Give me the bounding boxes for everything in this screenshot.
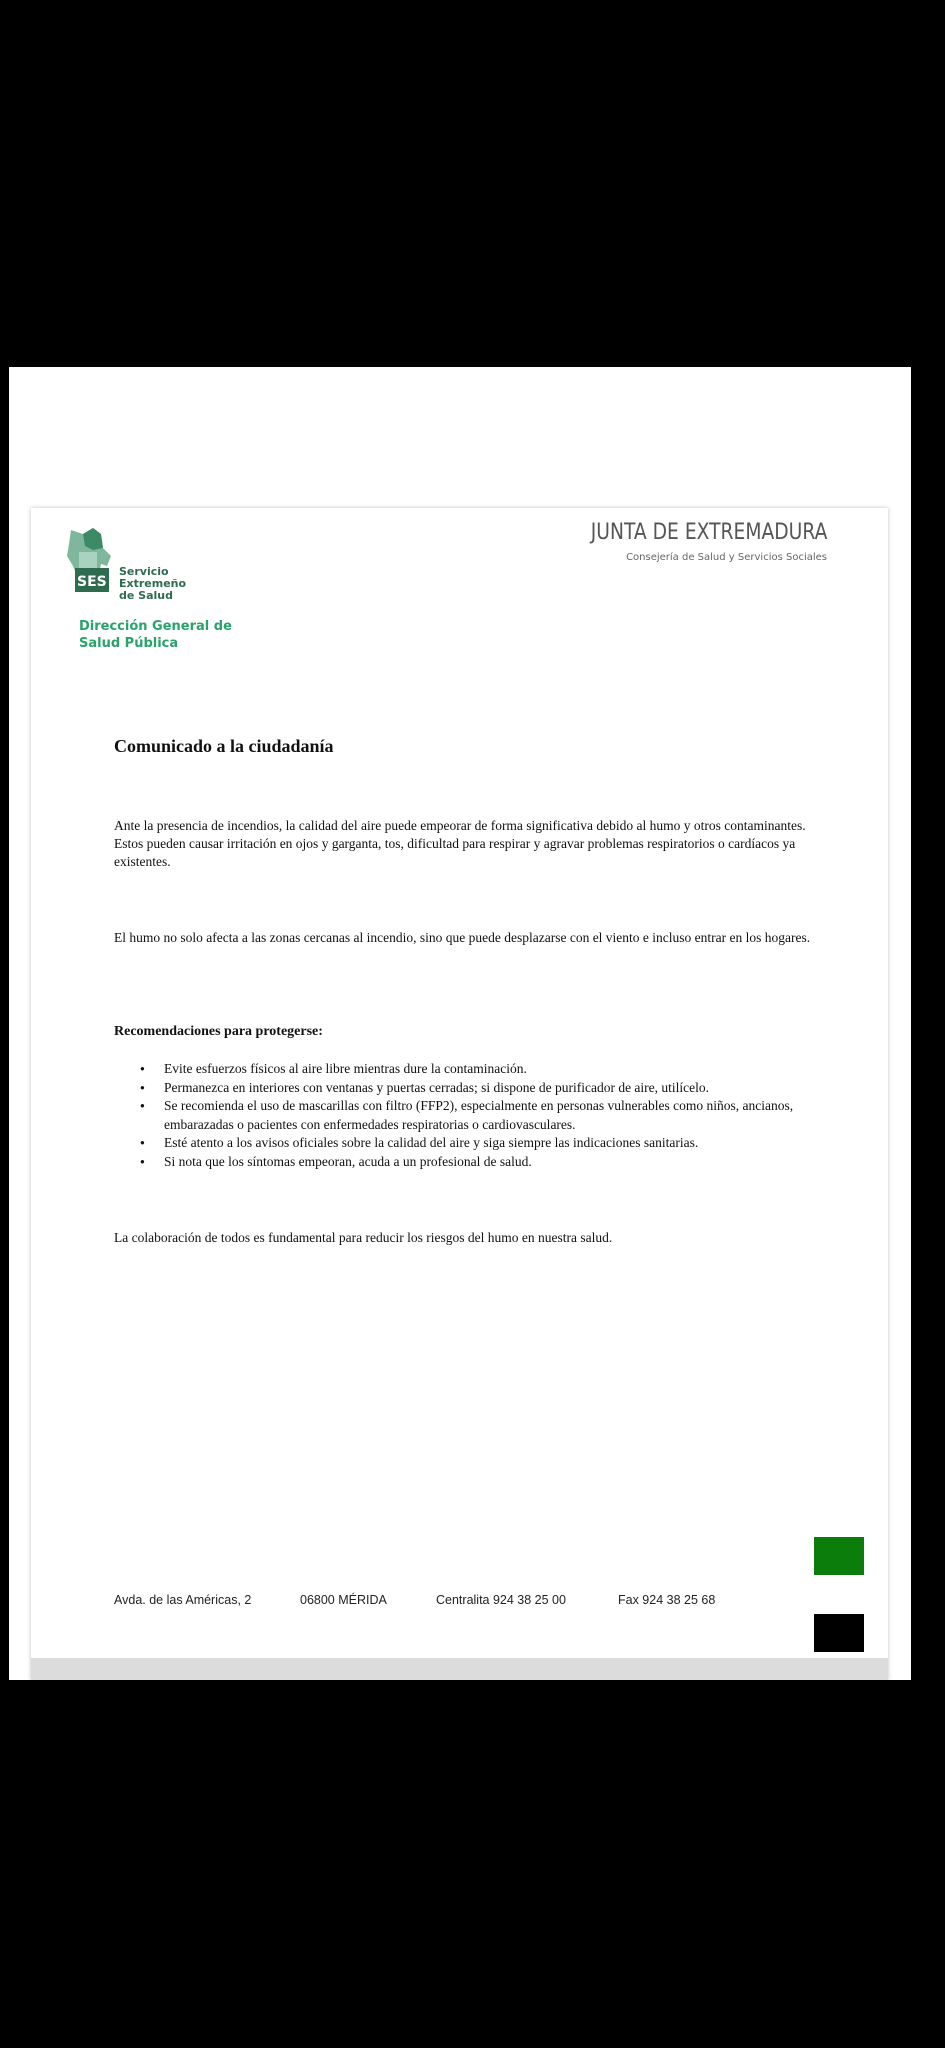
direccion-line: Salud Pública	[79, 636, 179, 651]
ses-name-line: Extremeño	[119, 577, 187, 590]
list-item: ● Permanezca en interiores con ventanas y puertas cerradas; si dispone de purificador de aire, utilícelo.	[114, 1079, 834, 1098]
footer-postal: 06800 MÉRIDA	[300, 1593, 387, 1607]
paragraph-smoke: El humo no solo afecta a las zonas cercanas al incendio, sino que puede desplazarse con el viento e incluso entrar en los hogares.	[114, 930, 811, 945]
direccion-general	[79, 618, 232, 652]
svg-text:SES: SES	[77, 574, 107, 590]
junta-title: JUNTA DE EXTREMADURA	[590, 520, 827, 545]
paragraph-intro: Ante la presencia de incendios, la calidad del aire puede empeorar de forma significativa debido al humo y otros contaminantes. Estos pueden causar irritación en ojos y garganta, tos, dificultad para respirar y agravar problemas respiratorios o cardíacos ya existentes.	[114, 818, 806, 869]
document-title: Comunicado a la ciudadanía	[114, 736, 334, 756]
ses-name-line: Servicio	[119, 565, 169, 578]
list-item: ● Evite esfuerzos físicos al aire libre mientras dure la contaminación.	[114, 1060, 834, 1079]
document-viewer	[9, 367, 911, 1680]
document-page	[31, 508, 888, 1680]
black-marker	[814, 1614, 864, 1652]
paragraph-closing: La colaboración de todos es fundamental para reducir los riesgos del humo en nuestra salud.	[114, 1230, 613, 1245]
ses-name	[119, 566, 186, 602]
list-item: ● Se recomienda el uso de mascarillas con filtro (FFP2), especialmente en personas vulnerables como niños, ancianos, embarazadas o pacientes con enfermedades respiratorias o cardiovasculares.	[114, 1097, 834, 1134]
ses-name-line: de Salud	[119, 589, 173, 602]
list-item: ● Esté atento a los avisos oficiales sobre la calidad del aire y siga siempre las indicaciones sanitarias.	[114, 1134, 834, 1153]
recommendations-title: Recomendaciones para protegerse:	[114, 1024, 323, 1039]
list-item: ● Si nota que los síntomas empeoran, acuda a un profesional de salud.	[114, 1153, 834, 1172]
junta-subtitle: Consejería de Salud y Servicios Sociales	[626, 552, 827, 563]
page-gap	[31, 1658, 888, 1680]
green-marker	[814, 1537, 864, 1575]
footer-fax: Fax 924 38 25 68	[618, 1593, 716, 1607]
recommendations-list	[114, 1060, 834, 1171]
footer-phone: Centralita 924 38 25 00	[436, 1593, 566, 1607]
direccion-line: Dirección General de	[79, 619, 232, 634]
footer-address: Avda. de las Américas, 2	[114, 1593, 252, 1607]
